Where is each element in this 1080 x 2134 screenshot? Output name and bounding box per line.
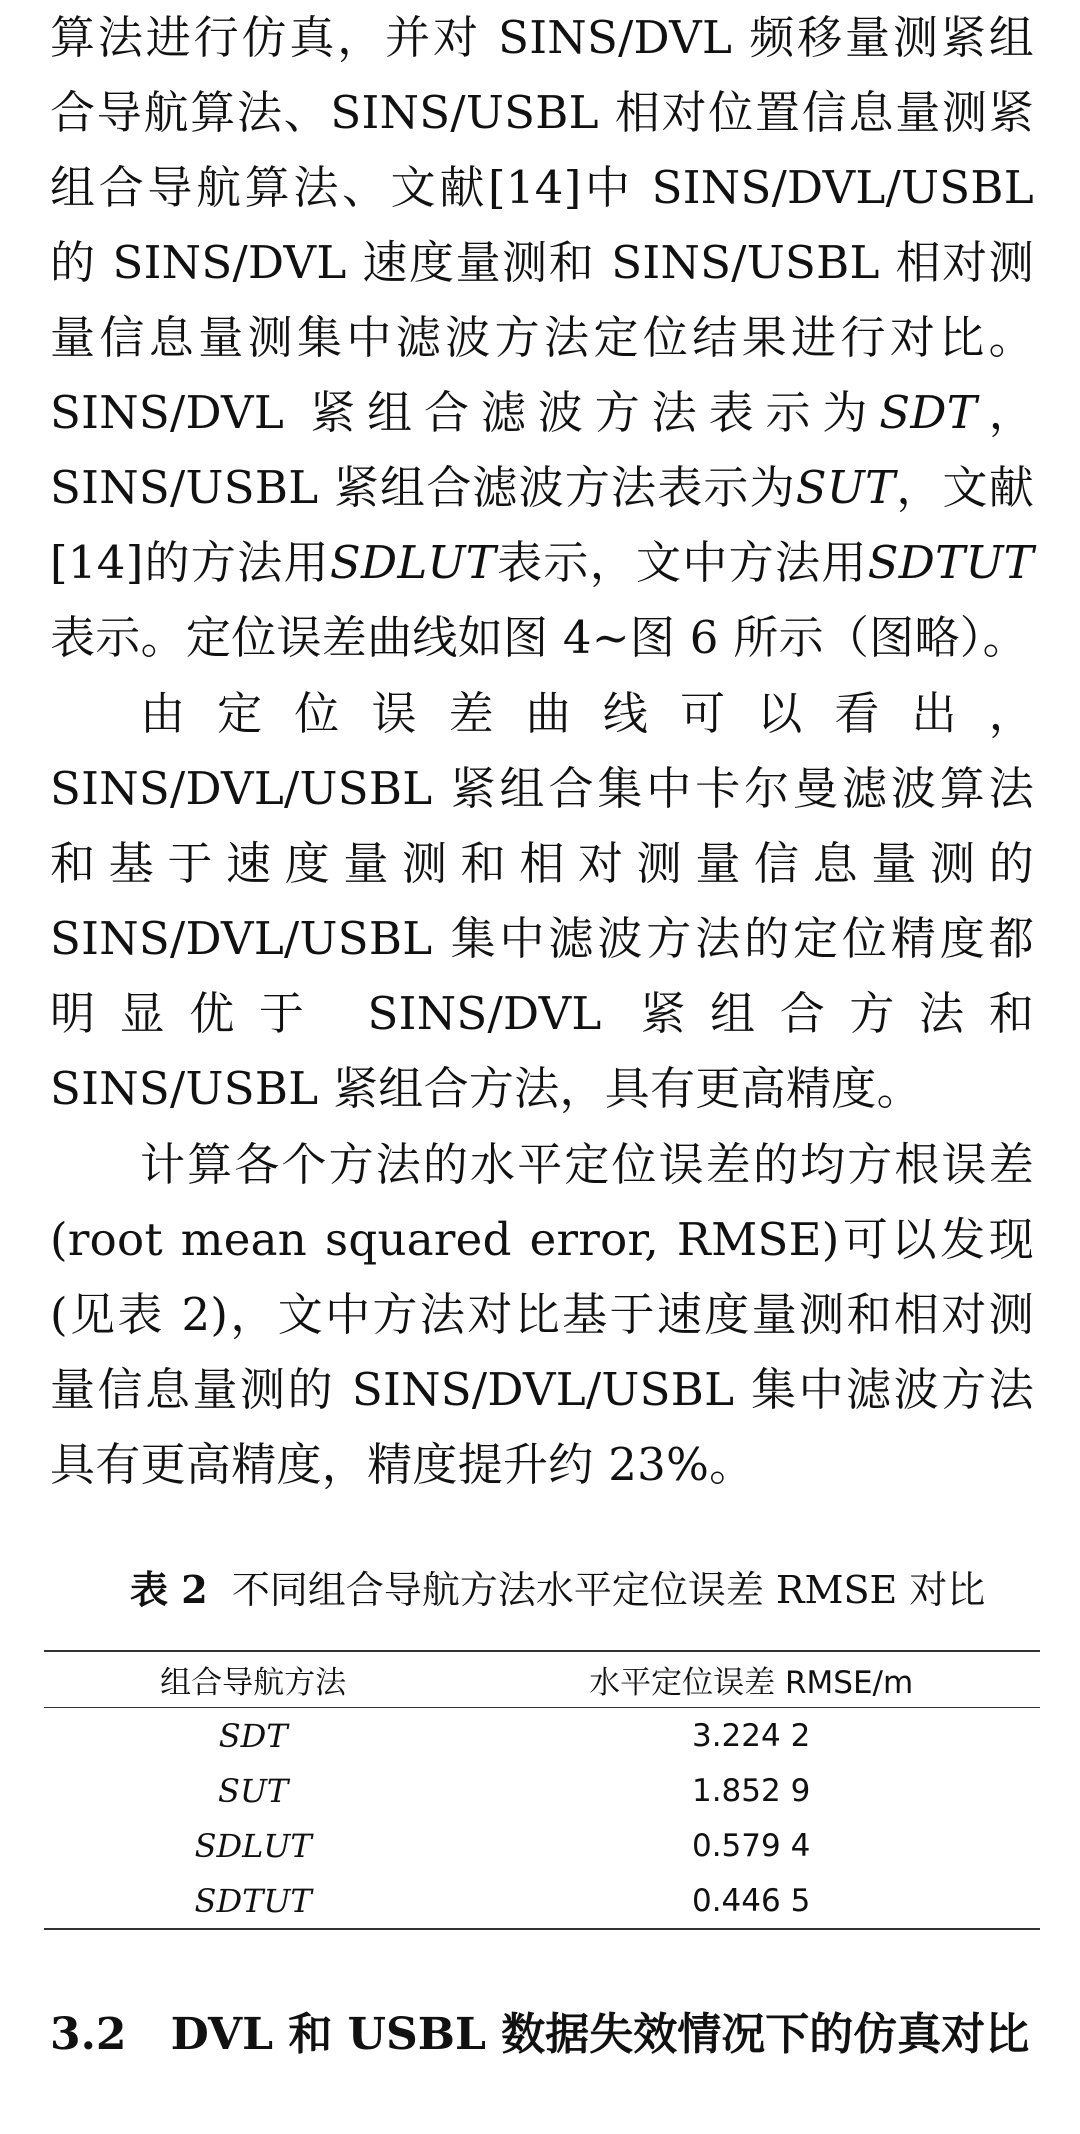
column-header-method: 组合导航方法	[44, 1651, 462, 1708]
paragraph-rmse-analysis	[50, 1127, 1034, 1502]
paragraph-text: 计算各个方法的水平定位误差的均方根误差(root mean squared error, RMSE)可以发现(见表 2)，文中方法对比基于速度量测和相对测量信息量测的 SINS/DVL/USBL 集中滤波方法具有更高精度，精度提升约 23%。	[50, 1138, 1034, 1491]
section-title: DVL 和 USBL 数据失效情况下的仿真对比	[170, 2009, 1030, 2060]
section-number: 3.2	[50, 2009, 127, 2060]
table-row	[44, 1708, 1040, 1764]
rmse-cell: 3.224 2	[691, 1717, 811, 1754]
method-cell: 𝑆𝐷𝑇	[218, 1716, 288, 1755]
paragraph-text: 由定位误差曲线可以看出，SINS/DVL/USBL 紧组合集中卡尔曼滤波算法和基于速度量测和相对测量信息量测的 SINS/DVL/USBL 集中滤波方法的定位精度都明显优于 SINS/DVL 紧组合方法和 SINS/USBL 紧组合方法，具有更高精度。	[50, 687, 1034, 1115]
method-cell: 𝑆𝑈𝑇	[218, 1771, 289, 1810]
table-row	[44, 1818, 1040, 1873]
table-row	[44, 1763, 1040, 1818]
paragraph-text: 算法进行仿真，并对 SINS/DVL 频移量测紧组合导航算法、SINS/USBL 相对位置信息量测紧组合导航算法、文献[14]中 SINS/DVL/USBL 的 SINS/DVL 速度量测和 SINS/USBL 相对测量信息量测集中滤波方法定位结果进行对比。SINS/DVL 紧组合滤波方法表示为𝑆𝐷𝑇，SINS/USBL 紧组合滤波方法表示为𝑆𝑈𝑇，文献[14]的方法用𝑆𝐷𝐿𝑈𝑇表示，文中方法用𝑆𝐷𝑇𝑈𝑇表示。定位误差曲线如图 4~图 6 所示（图略）。	[50, 11, 1034, 664]
table-caption-text: 不同组合导航方法水平定位误差 RMSE 对比	[231, 1568, 986, 1612]
table-caption-label: 表 2	[130, 1567, 208, 1612]
rmse-cell: 1.852 9	[691, 1772, 811, 1809]
paragraph-simulation-comparison	[50, 0, 1034, 675]
section-heading	[50, 2005, 1034, 2065]
paragraph-error-curve-analysis	[50, 676, 1034, 1126]
rmse-comparison-table	[44, 1650, 1040, 1930]
table-header-row	[44, 1651, 1040, 1708]
table-caption	[130, 1565, 1034, 1615]
table-row	[44, 1873, 1040, 1929]
rmse-cell: 0.446 5	[462, 1873, 1040, 1929]
method-cell: 𝑆𝐷𝐿𝑈𝑇	[194, 1826, 312, 1865]
method-cell: 𝑆𝐷𝑇𝑈𝑇	[44, 1873, 462, 1929]
rmse-cell: 0.579 4	[691, 1827, 811, 1864]
column-header-rmse: 水平定位误差 RMSE/m	[462, 1651, 1040, 1708]
